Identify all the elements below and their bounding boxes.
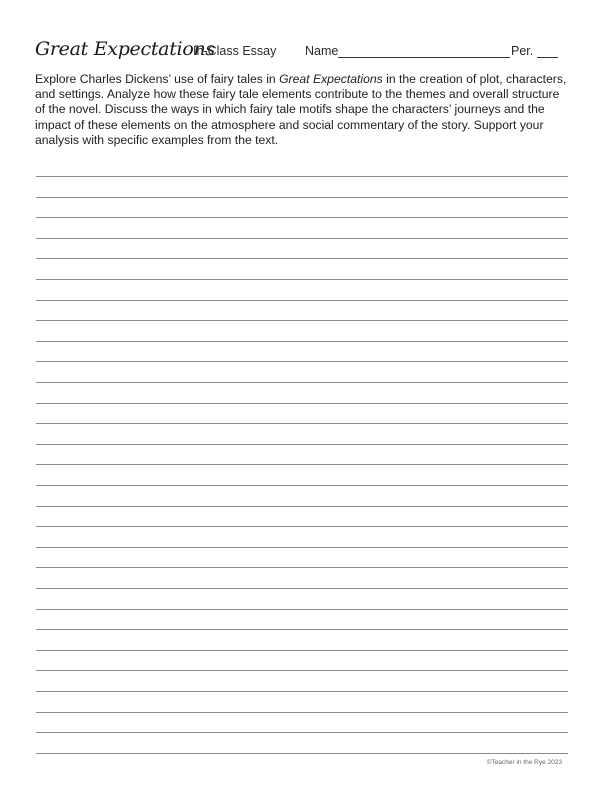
writing-line[interactable] <box>36 197 568 198</box>
writing-line[interactable] <box>36 691 568 692</box>
writing-line[interactable] <box>36 629 568 630</box>
period-label: Per. <box>511 44 534 58</box>
prompt-text-start: Explore Charles Dickens’ use of fairy tales in <box>35 72 280 86</box>
writing-line[interactable] <box>36 464 568 465</box>
writing-line[interactable] <box>36 176 568 177</box>
writing-line[interactable] <box>36 403 568 404</box>
writing-line[interactable] <box>36 341 568 342</box>
writing-line[interactable] <box>36 588 568 589</box>
worksheet-subtitle: In-Class Essay <box>193 44 277 58</box>
name-blank[interactable] <box>338 57 510 58</box>
writing-line[interactable] <box>36 670 568 671</box>
copyright-footer: ©Teacher in the Rye 2023 <box>486 759 562 766</box>
writing-line[interactable] <box>36 320 568 321</box>
writing-line[interactable] <box>36 567 568 568</box>
essay-prompt <box>35 72 568 148</box>
worksheet-title: Great Expectations <box>35 38 215 60</box>
writing-line[interactable] <box>36 300 568 301</box>
writing-line[interactable] <box>36 485 568 486</box>
writing-line[interactable] <box>36 506 568 507</box>
prompt-book-title: Great Expectations <box>279 72 383 86</box>
writing-line[interactable] <box>36 547 568 548</box>
writing-line[interactable] <box>36 609 568 610</box>
writing-line[interactable] <box>36 732 568 733</box>
prompt-text-rest: in the creation of plot, characters, and settings. Analyze how these fairy tale elements contribute to the themes and overall structure of the novel. Discuss the ways in which fairy tale motifs shape the characters’ journeys and the impact of these elements on the atmosphere and social commentary of the story. Support your analysis with specific examples from the text. <box>35 72 567 147</box>
writing-line[interactable] <box>36 712 568 713</box>
writing-line[interactable] <box>36 279 568 280</box>
writing-line[interactable] <box>36 444 568 445</box>
writing-line[interactable] <box>36 217 568 218</box>
writing-line[interactable] <box>36 258 568 259</box>
writing-line[interactable] <box>36 650 568 651</box>
writing-line[interactable] <box>36 526 568 527</box>
worksheet-header <box>35 38 565 64</box>
writing-line[interactable] <box>36 361 568 362</box>
writing-lines[interactable] <box>36 176 568 756</box>
writing-line[interactable] <box>36 382 568 383</box>
name-label: Name <box>305 44 339 58</box>
writing-line[interactable] <box>36 753 568 754</box>
period-blank[interactable] <box>537 57 558 58</box>
writing-line[interactable] <box>36 238 568 239</box>
writing-line[interactable] <box>36 423 568 424</box>
